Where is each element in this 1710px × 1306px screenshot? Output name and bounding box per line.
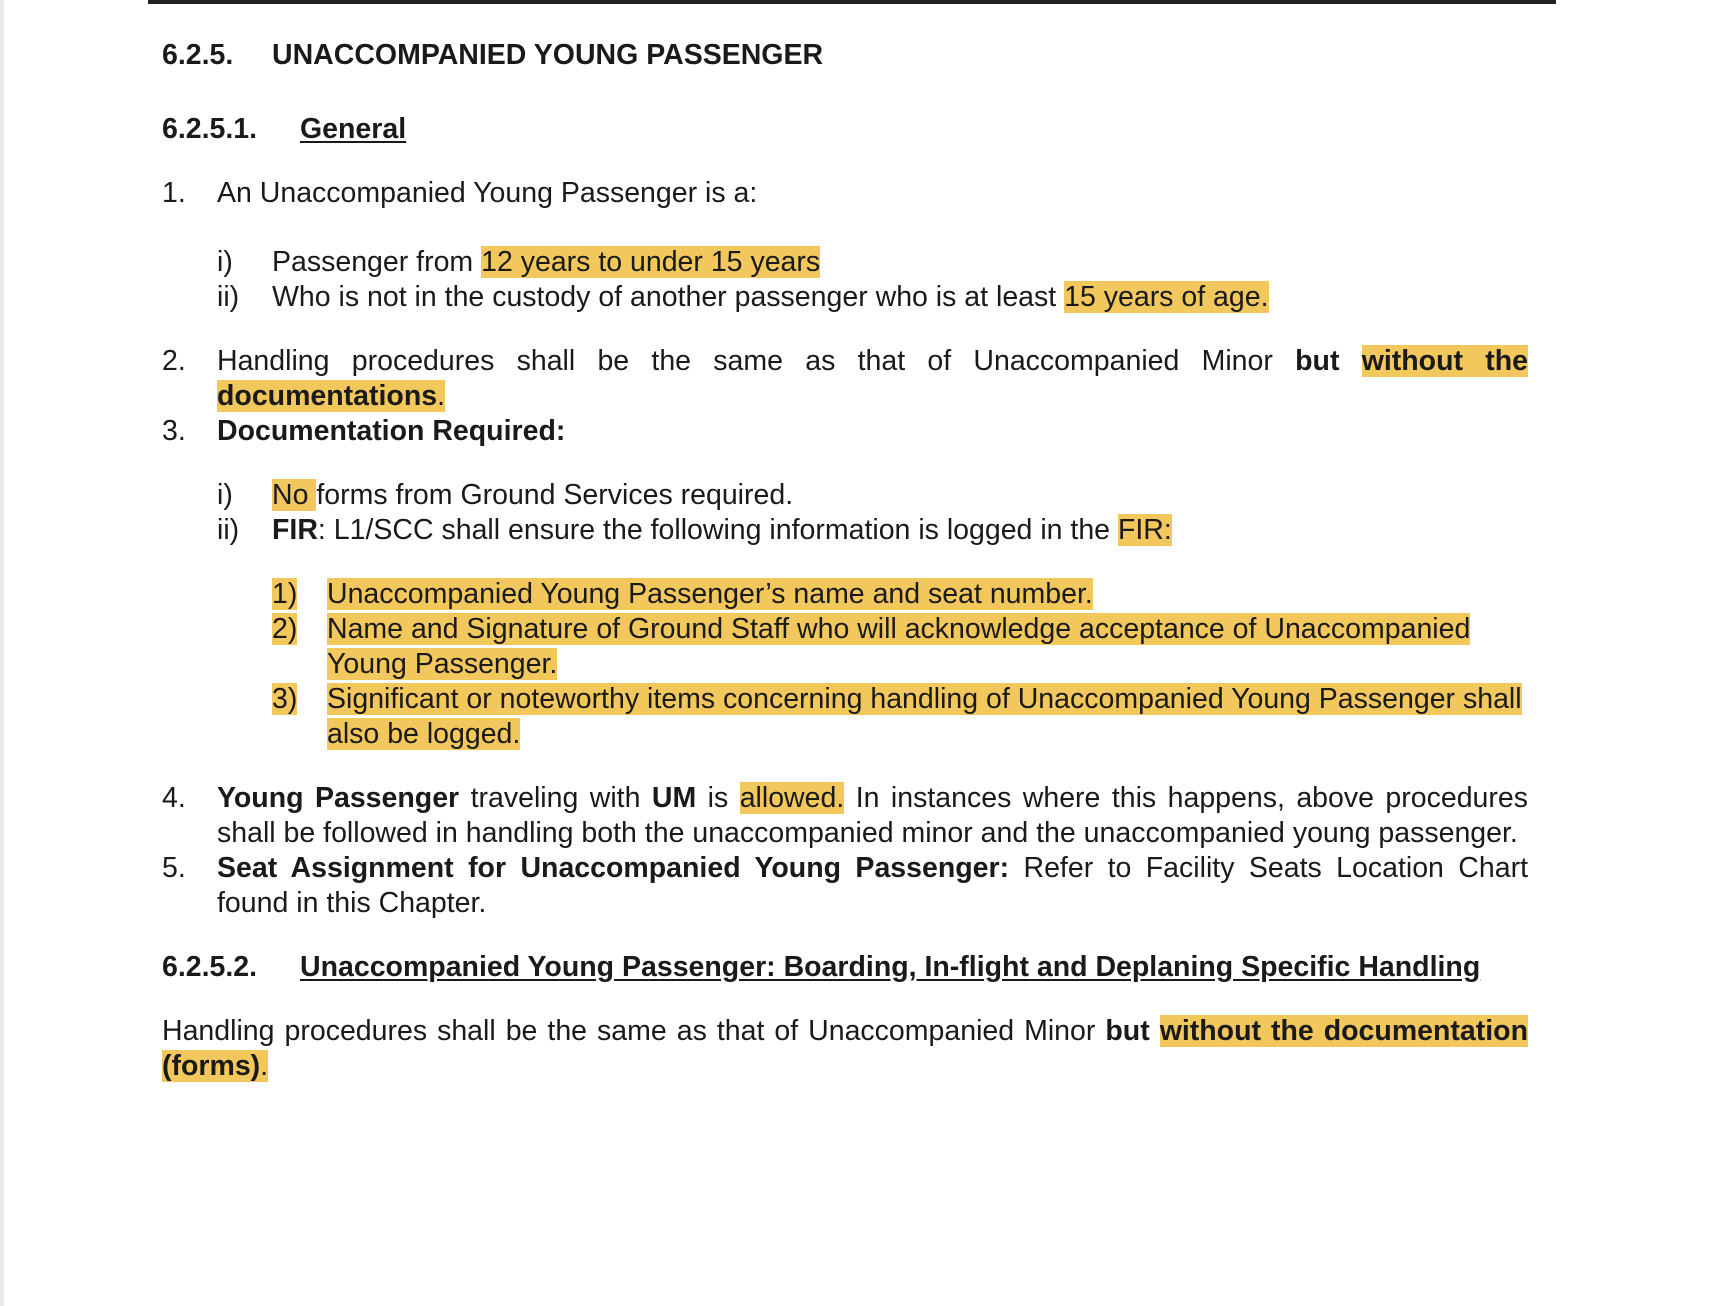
- sub-item-ii: [217, 280, 1528, 315]
- section-heading: [162, 38, 1528, 73]
- highlight: Name and Signature of Ground Staff who will acknowledge acceptance of Unaccompanied Young Passenger.: [327, 613, 1471, 680]
- subsection-number: 6.2.5.1.: [162, 113, 258, 145]
- item-text: Seat Assignment for Unaccompanied Young Passenger: Refer to Facility Seats Location Chart found in this Chapter.: [217, 852, 1528, 919]
- subsection-title: Unaccompanied Young Passenger: Boarding, In-flight and Deplaning Specific Handling: [300, 951, 1481, 983]
- sub-item-text: Passenger from 12 years to under 15 years: [272, 246, 821, 278]
- highlight: without the documentations: [217, 345, 1528, 412]
- subsection-title: General: [300, 113, 407, 145]
- page-edge: [0, 0, 4, 1306]
- item-text: An Unaccompanied Young Passenger is a:: [217, 177, 758, 209]
- highlight: without the documentation (forms): [162, 1015, 1528, 1082]
- highlight: FIR:: [1117, 514, 1172, 546]
- fir-list-item-1: [272, 577, 1528, 612]
- section-number: 6.2.5.: [162, 39, 234, 71]
- sub-item-number: ii): [217, 514, 240, 546]
- fir-list-item-3: [272, 682, 1528, 752]
- fir-item-number: 2): [272, 613, 298, 645]
- list-item-3: [162, 414, 1528, 449]
- list-item-4: [162, 781, 1528, 851]
- item-title: Documentation Required:: [217, 415, 566, 447]
- section-title: UNACCOMPANIED YOUNG PASSENGER: [272, 39, 824, 71]
- sub-item-text: Who is not in the custody of another passenger who is at least 15 years of age.: [272, 281, 1269, 313]
- highlight: 15 years of age.: [1064, 281, 1269, 313]
- list-item-5: [162, 851, 1528, 921]
- sub-item-text: No forms from Ground Services required.: [272, 479, 794, 511]
- fir-list-item-2: [272, 612, 1528, 682]
- fir-item-number: 3): [272, 683, 298, 715]
- sub-item-i: [217, 478, 1528, 513]
- highlight: allowed.: [739, 782, 845, 814]
- item-text: Handling procedures shall be the same as that of Unaccompanied Minor but without the documentations.: [217, 345, 1528, 412]
- sub-item-number: ii): [217, 281, 240, 313]
- top-rule: [148, 0, 1556, 4]
- sub-item-text: FIR: L1/SCC shall ensure the following information is logged in the FIR:: [272, 514, 1172, 546]
- sub-item-i: [217, 245, 1528, 280]
- sub-item-number: i): [217, 246, 233, 278]
- subsection-heading-general: [162, 112, 1528, 147]
- list-item-1: [162, 176, 1528, 211]
- sub-item-ii: [217, 513, 1528, 548]
- item-number: 2.: [162, 345, 186, 377]
- item-number: 3.: [162, 415, 186, 447]
- item-text: Young Passenger traveling with UM is allowed. In instances where this happens, above procedures shall be followed in handling both the unaccompanied minor and the unaccompanied young passenger.: [217, 782, 1529, 849]
- highlight: No: [272, 479, 317, 511]
- closing-paragraph: Handling procedures shall be the same as that of Unaccompanied Minor but without the documentation (forms).: [162, 1015, 1528, 1082]
- subsection-heading-handling: [162, 950, 1528, 985]
- sub-item-number: i): [217, 479, 233, 511]
- highlight: 12 years to under 15 years: [481, 246, 821, 278]
- highlight: Significant or noteworthy items concerning handling of Unaccompanied Young Passenger shall also be logged.: [327, 683, 1522, 750]
- item-number: 1.: [162, 177, 186, 209]
- subsection-number: 6.2.5.2.: [162, 951, 258, 983]
- item-number: 4.: [162, 782, 186, 814]
- fir-item-number: 1): [272, 578, 298, 610]
- item-number: 5.: [162, 852, 186, 884]
- document-content: [162, 30, 1528, 1084]
- list-item-2: [162, 344, 1528, 414]
- highlight: Unaccompanied Young Passenger’s name and seat number.: [327, 578, 1093, 610]
